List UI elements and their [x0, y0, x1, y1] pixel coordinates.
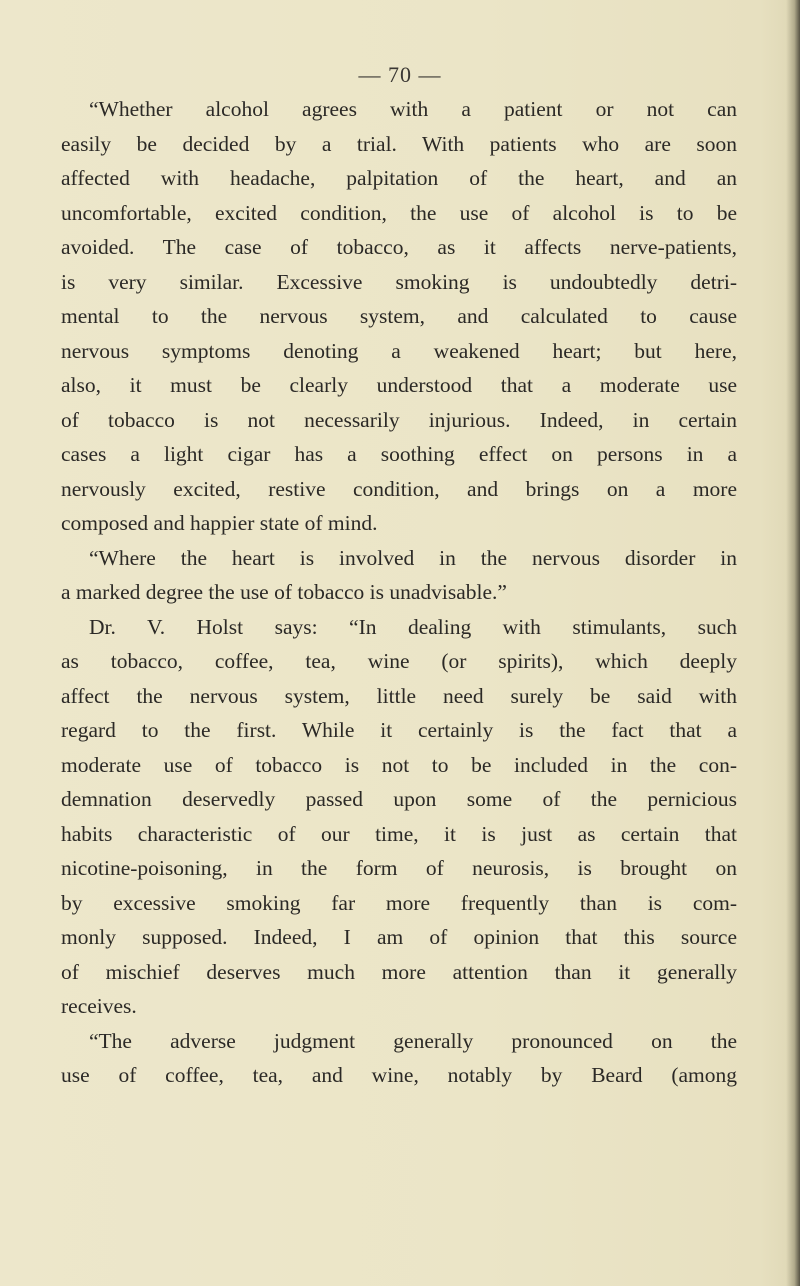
text-line: regard to the first. While it certainly is the fact that a: [61, 718, 737, 742]
text-line: affected with headache, palpitation of the heart, and an: [61, 166, 737, 190]
text-line: of tobacco is not necessarily injurious. Indeed, in certain: [61, 407, 737, 432]
text-line: a marked degree the use of tobacco is unadvisable.”: [61, 580, 507, 604]
text-line: use of coffee, tea, and wine, notably by Beard (among: [61, 1063, 737, 1087]
text-line: easily be decided by a trial. With patients who are soon: [61, 131, 737, 156]
text-line: also, it must be clearly understood that a moderate use: [61, 373, 737, 397]
text-line: “The adverse judgment generally pronounced on the: [89, 1028, 737, 1053]
text-line: uncomfortable, excited condition, the use of alcohol is to be: [61, 200, 737, 225]
text-line: composed and happier state of mind.: [61, 511, 378, 535]
text-line: monly supposed. Indeed, I am of opinion that this source: [61, 925, 737, 949]
text-line: cases a light cigar has a soothing effect on persons in a: [61, 442, 737, 466]
text-line: nervously excited, restive condition, and brings on a more: [61, 476, 737, 501]
text-line: “Whether alcohol agrees with a patient or not can: [89, 97, 737, 121]
text-line: Dr. V. Holst says: “In dealing with stimulants, such: [89, 614, 737, 639]
page-number: — 70 —: [358, 62, 442, 87]
text-line: affect the nervous system, little need surely be said with: [61, 683, 737, 708]
body-text: [61, 92, 737, 1093]
text-line: mental to the nervous system, and calculated to cause: [61, 304, 737, 328]
text-line: “Where the heart is involved in the nervous disorder in: [89, 545, 737, 570]
text-line: is very similar. Excessive smoking is undoubtedly detri-: [61, 269, 737, 294]
text-line: by excessive smoking far more frequently than is com-: [61, 890, 737, 915]
page-edge-shadow: [786, 0, 800, 1286]
text-line: of mischief deserves much more attention than it generally: [61, 959, 737, 984]
text-line: as tobacco, coffee, tea, wine (or spirits), which deeply: [61, 649, 737, 673]
text-line: avoided. The case of tobacco, as it affects nerve-patients,: [61, 235, 737, 259]
text-line: habits characteristic of our time, it is just as certain that: [61, 821, 737, 846]
text-line: moderate use of tobacco is not to be included in the con-: [61, 752, 737, 777]
text-line: nicotine-poisoning, in the form of neurosis, is brought on: [61, 856, 737, 880]
text-line: nervous symptoms denoting a weakened heart; but here,: [61, 338, 737, 363]
text-line: demnation deservedly passed upon some of the pernicious: [61, 787, 737, 811]
text-line: receives.: [61, 994, 137, 1018]
